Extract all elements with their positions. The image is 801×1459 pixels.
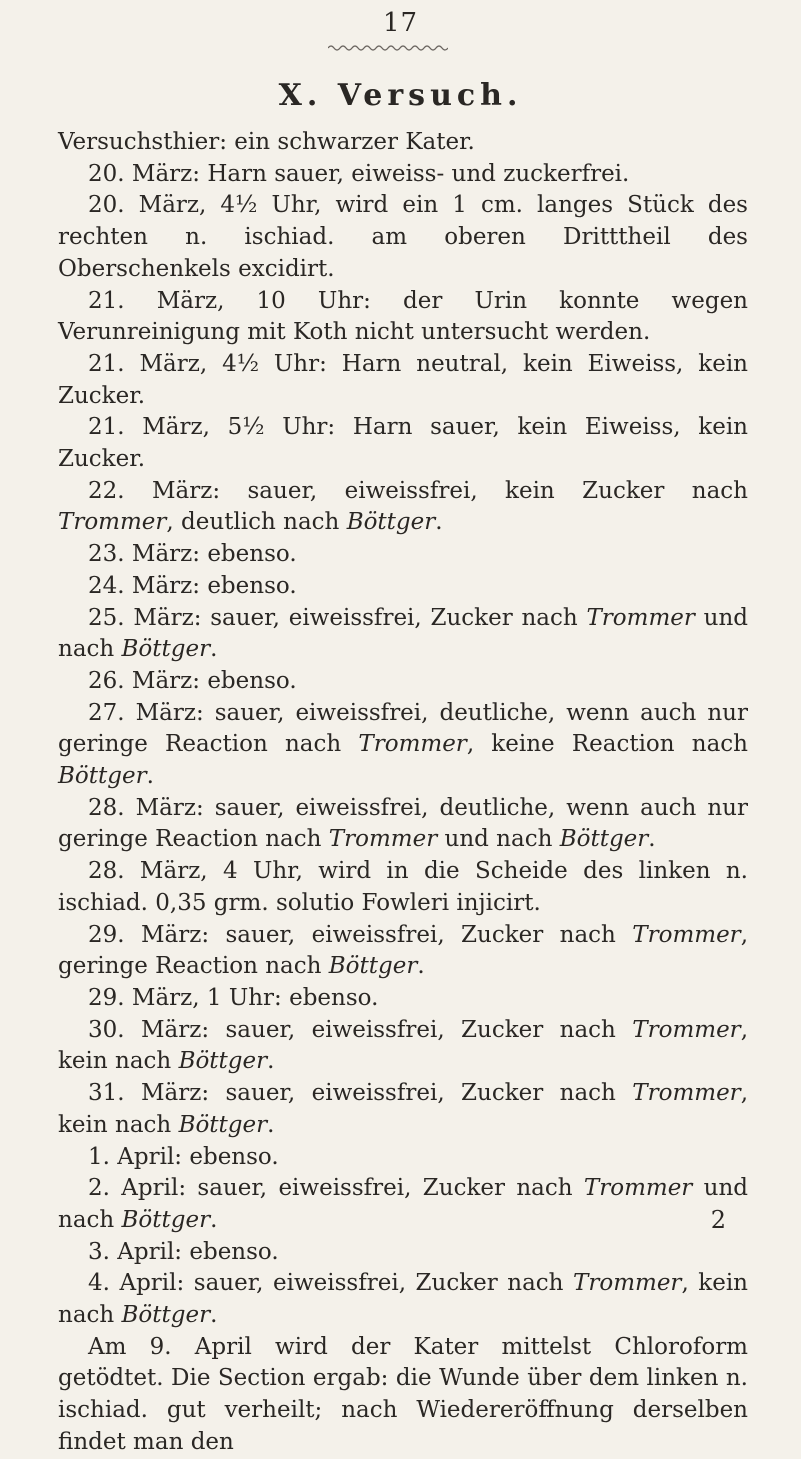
paragraph-p18 <box>58 1142 748 1174</box>
text-segment: 28. März, 4 Uhr, wird in die Scheide des linken n. ischiad. 0,35 grm. solutio Fowleri injicirt. <box>58 858 748 916</box>
italic-name: Trommer <box>586 604 695 631</box>
text-segment: Versuchsthier: ein schwarzer Kater. <box>58 129 475 155</box>
paragraph-p4 <box>58 349 748 412</box>
text-segment: 29. März: sauer, eiweissfrei, Zucker nach <box>88 921 633 948</box>
italic-name: Böttger <box>58 763 147 790</box>
paragraph-p3 <box>58 286 748 349</box>
text-segment: 20. März, 4½ Uhr, wird ein 1 cm. langes Stück des rechten n. ischiad. am oberen Dritttheil des Oberschenkels excidirt. <box>58 192 748 282</box>
text-segment: und nach <box>437 826 560 853</box>
text-segment: 23. März: ebenso. <box>88 541 297 568</box>
text-segment: 30. März: sauer, eiweissfrei, Zucker nach <box>88 1016 633 1043</box>
paragraph-p8 <box>58 571 748 603</box>
paragraph-p15 <box>58 983 748 1015</box>
italic-name: Böttger <box>178 1111 268 1138</box>
italic-name: Böttger <box>559 826 649 853</box>
paragraph-p17 <box>58 1078 748 1141</box>
paragraph-p10 <box>58 666 748 698</box>
italic-name: Böttger <box>121 636 211 663</box>
text-segment: , kein nach <box>58 1016 748 1075</box>
paragraph-p19 <box>58 1173 748 1236</box>
paragraph-p11 <box>58 698 748 793</box>
text-segment: 24. März: ebenso. <box>88 572 297 599</box>
text-segment: . <box>146 763 154 790</box>
italic-name: Böttger <box>328 953 418 980</box>
text-segment: Am 9. April wird der Kater mittelst Chloroform getödtet. Die Section ergab: die Wunde über dem linken n. ischiad. gut verheilt; nach Wiedereröffnung derselben findet man den <box>58 1333 748 1455</box>
text-segment: 27. März: sauer, eiweissfrei, deutliche, wenn auch nur geringe Reaction nach <box>58 699 748 758</box>
paragraph-p9 <box>58 603 748 666</box>
italic-name: Trommer <box>573 1270 682 1297</box>
text-segment: 28. März: sauer, eiweissfrei, deutliche, wenn auch nur geringe Reaction nach <box>58 794 748 853</box>
text-segment: . <box>267 1111 275 1138</box>
paragraph-p0 <box>58 127 748 159</box>
text-segment: , kein nach <box>58 1270 748 1329</box>
text-segment: 2. April: sauer, eiweissfrei, Zucker nach <box>88 1175 584 1202</box>
paragraph-p13 <box>58 856 748 919</box>
italic-name: Böttger <box>178 1048 268 1075</box>
italic-name: Trommer <box>583 1175 693 1202</box>
text-segment: . <box>267 1048 275 1075</box>
text-segment: , geringe Reaction nach <box>58 921 748 980</box>
italic-name: Böttger <box>346 509 436 536</box>
text-segment: 21. März, 5½ Uhr: Harn sauer, kein Eiweiss, kein Zucker. <box>58 414 748 473</box>
text-segment: . <box>210 1206 218 1233</box>
text-segment: 20. März: Harn sauer, eiweiss- und zuckerfrei. <box>88 160 630 187</box>
text-segment: , kein nach <box>58 1080 748 1138</box>
section-title: X. Versuch. <box>278 78 523 113</box>
text-segment: 21. März, 4½ Uhr: Harn neutral, kein Eiweiss, kein Zucker. <box>58 350 748 409</box>
text-segment: . <box>210 636 218 663</box>
text-segment: 29. März, 1 Uhr: ebenso. <box>88 984 379 1011</box>
paragraph-p16 <box>58 1015 748 1078</box>
italic-name: Böttger <box>121 1302 211 1329</box>
paragraph-p22 <box>58 1332 748 1459</box>
paragraph-p6 <box>58 476 748 539</box>
italic-name: Trommer <box>632 921 741 948</box>
paragraph-p14 <box>58 920 748 983</box>
ornament-rule <box>328 44 448 52</box>
text-segment: 21. März, 10 Uhr: der Urin konnte wegen Verunreinigung mit Koth nicht untersucht werden. <box>58 287 748 346</box>
paragraph-p5 <box>58 412 748 475</box>
italic-name: Trommer <box>632 1016 741 1043</box>
text-segment: . <box>417 953 425 980</box>
paragraph-p7 <box>58 539 748 571</box>
body-text <box>58 127 748 1459</box>
text-segment: und nach <box>58 1175 748 1233</box>
italic-name: Trommer <box>632 1080 741 1107</box>
text-segment: 31. März: sauer, eiweissfrei, Zucker nach <box>88 1080 633 1107</box>
text-segment: . <box>210 1302 218 1329</box>
text-segment: 26. März: ebenso. <box>88 667 297 694</box>
paragraph-p20 <box>58 1237 748 1269</box>
italic-name: Trommer <box>358 731 467 758</box>
text-segment: , keine Reaction nach <box>466 731 748 758</box>
text-segment: . <box>435 509 443 536</box>
italic-name: Böttger <box>121 1206 211 1233</box>
paragraph-p12 <box>58 793 748 856</box>
text-segment: , deutlich nach <box>166 509 347 536</box>
paragraph-p21 <box>58 1268 748 1331</box>
italic-name: Trommer <box>328 826 438 853</box>
text-segment: 25. März: sauer, eiweissfrei, Zucker nach <box>88 604 587 631</box>
text-segment: und nach <box>58 604 748 663</box>
text-segment: 3. April: ebenso. <box>88 1238 279 1265</box>
page-number: 17 <box>382 8 419 38</box>
text-segment: 22. März: sauer, eiweissfrei, kein Zucker nach <box>88 477 748 504</box>
signature-mark: 2 <box>710 1206 726 1234</box>
text-segment: 1. April: ebenso. <box>88 1143 279 1170</box>
italic-name: Trommer <box>58 509 167 536</box>
text-segment: 4. April: sauer, eiweissfrei, Zucker nach <box>88 1270 574 1297</box>
text-segment: . <box>648 826 656 853</box>
paragraph-p2 <box>58 190 748 285</box>
paragraph-p1 <box>58 159 748 191</box>
